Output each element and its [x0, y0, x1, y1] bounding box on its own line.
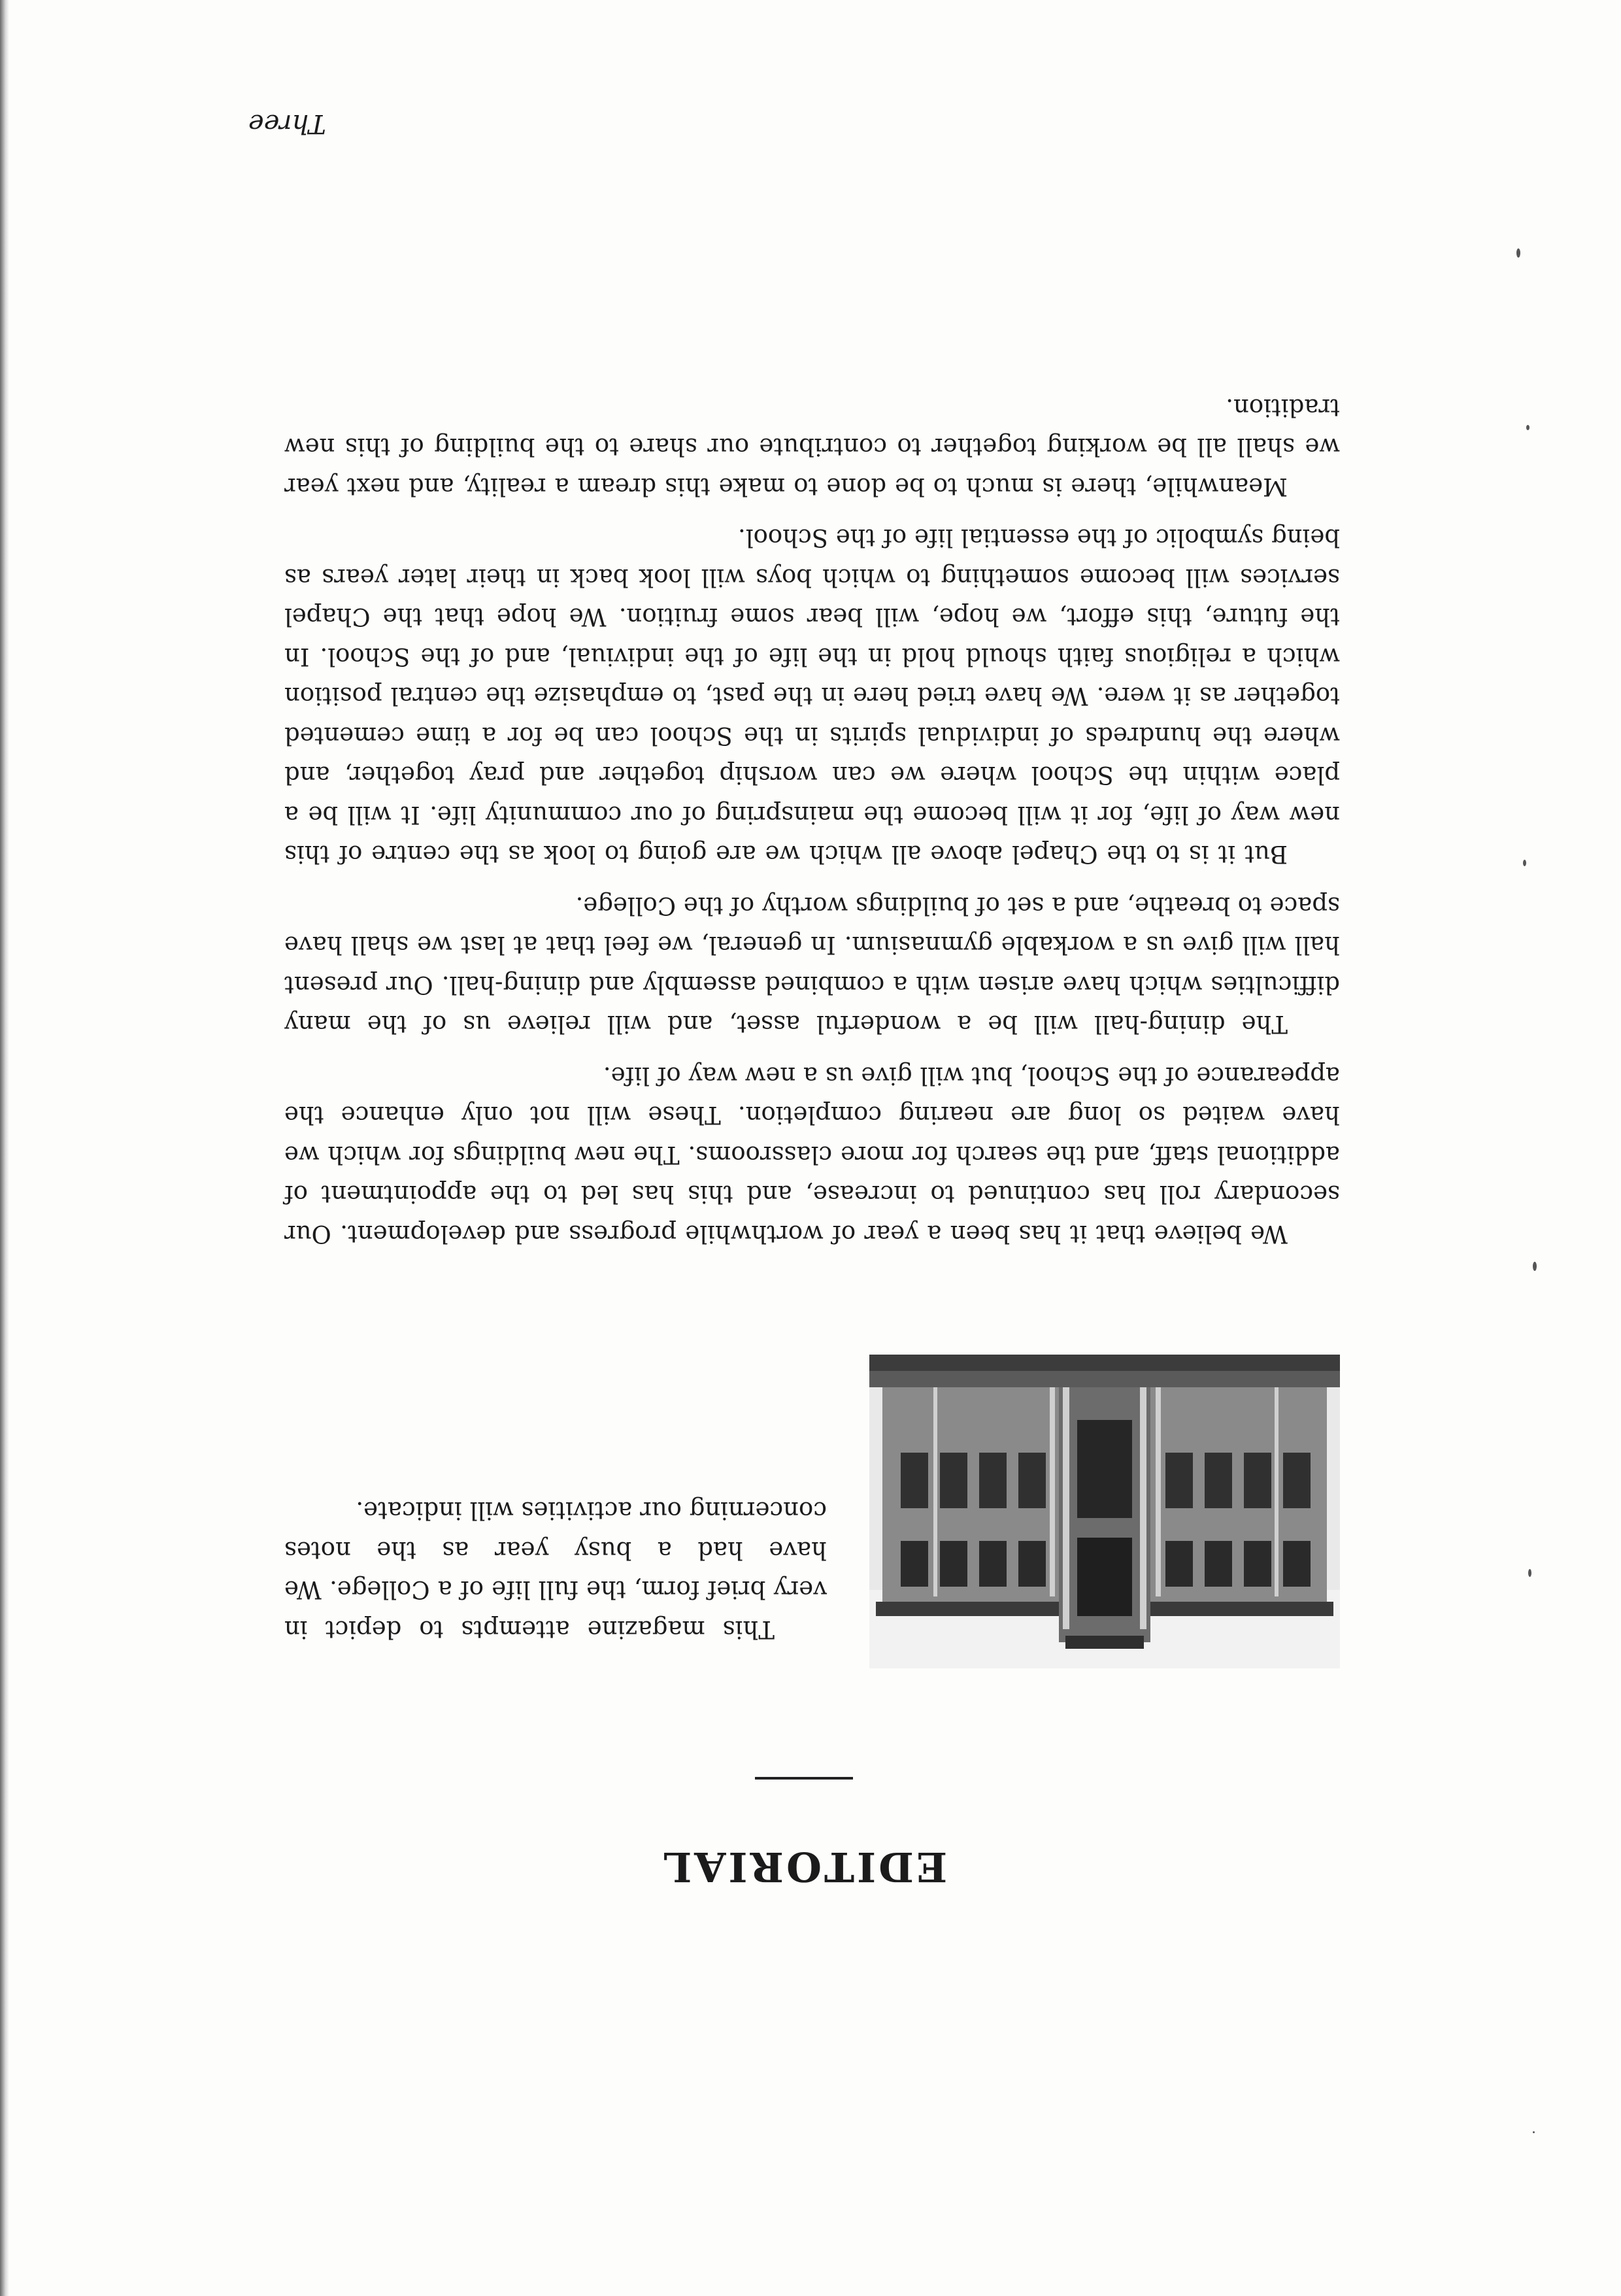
paragraph-meanwhile: Meanwhile, there is much to be done to make this dream a reality, and next year we shall all be working together to contribute our share to the building of this new tradition. [284, 394, 1340, 501]
page-number: Three [248, 109, 326, 139]
scan-speck [1526, 425, 1529, 430]
title-divider [755, 1777, 853, 1780]
scan-edge-shadow [0, 0, 9, 2296]
page-title: EDITORIAL [660, 1843, 948, 1891]
scan-speck [1516, 248, 1520, 258]
school-building-photo [869, 1355, 1340, 1668]
paragraph-chapel: But it is to the Chapel above all which we are going to look as the centre of this new way of life, for it will become the mainspring of our community life. It will be a place within the School where we can worship together and pray together, and where the hundreds of individual spirits in the School can be for a time cemented together as it were. We have tried here in the past, to emphasize the central position which a religious faith should hold in the life of the indiviual, and of the School. In the future, this effort, we hope, will bear some fruition. We hope that the Chapel services will become something to which boys will look back in their later years as being symbolic of the essential life of the School. [284, 524, 1340, 869]
scan-speck [1523, 860, 1526, 866]
scan-speck [1533, 1262, 1537, 1271]
editorial-body [284, 376, 1340, 1254]
paragraph-dining-hall: The dining-hall will be a wonderful asset, and will relieve us of the many difficulties which have arisen with a combined assembly and dining-hall. Our present hall will give us a workable gymnasium. In general, we feel that at last we shall have space to breathe, and a set of buildings worthy of the College. [284, 892, 1340, 1039]
intro-paragraph: This magazine attempts to depict in very brief form, the full life of a College. We have had a busy year as the notes concerning our activities will indicate. [284, 1496, 827, 1644]
paragraph-progress: We believe that it has been a year of worthwhile progress and development. Our secondary roll has continued to increase, and this has led to the appointment of additional staff, and the search for more classrooms. The new buildings for which we have waited so long are nearing completion. These will not only enhance the appearance of the School, but will give us a new way of life. [284, 1062, 1340, 1248]
scan-speck [1533, 2131, 1535, 2133]
scan-speck [1528, 1569, 1531, 1577]
